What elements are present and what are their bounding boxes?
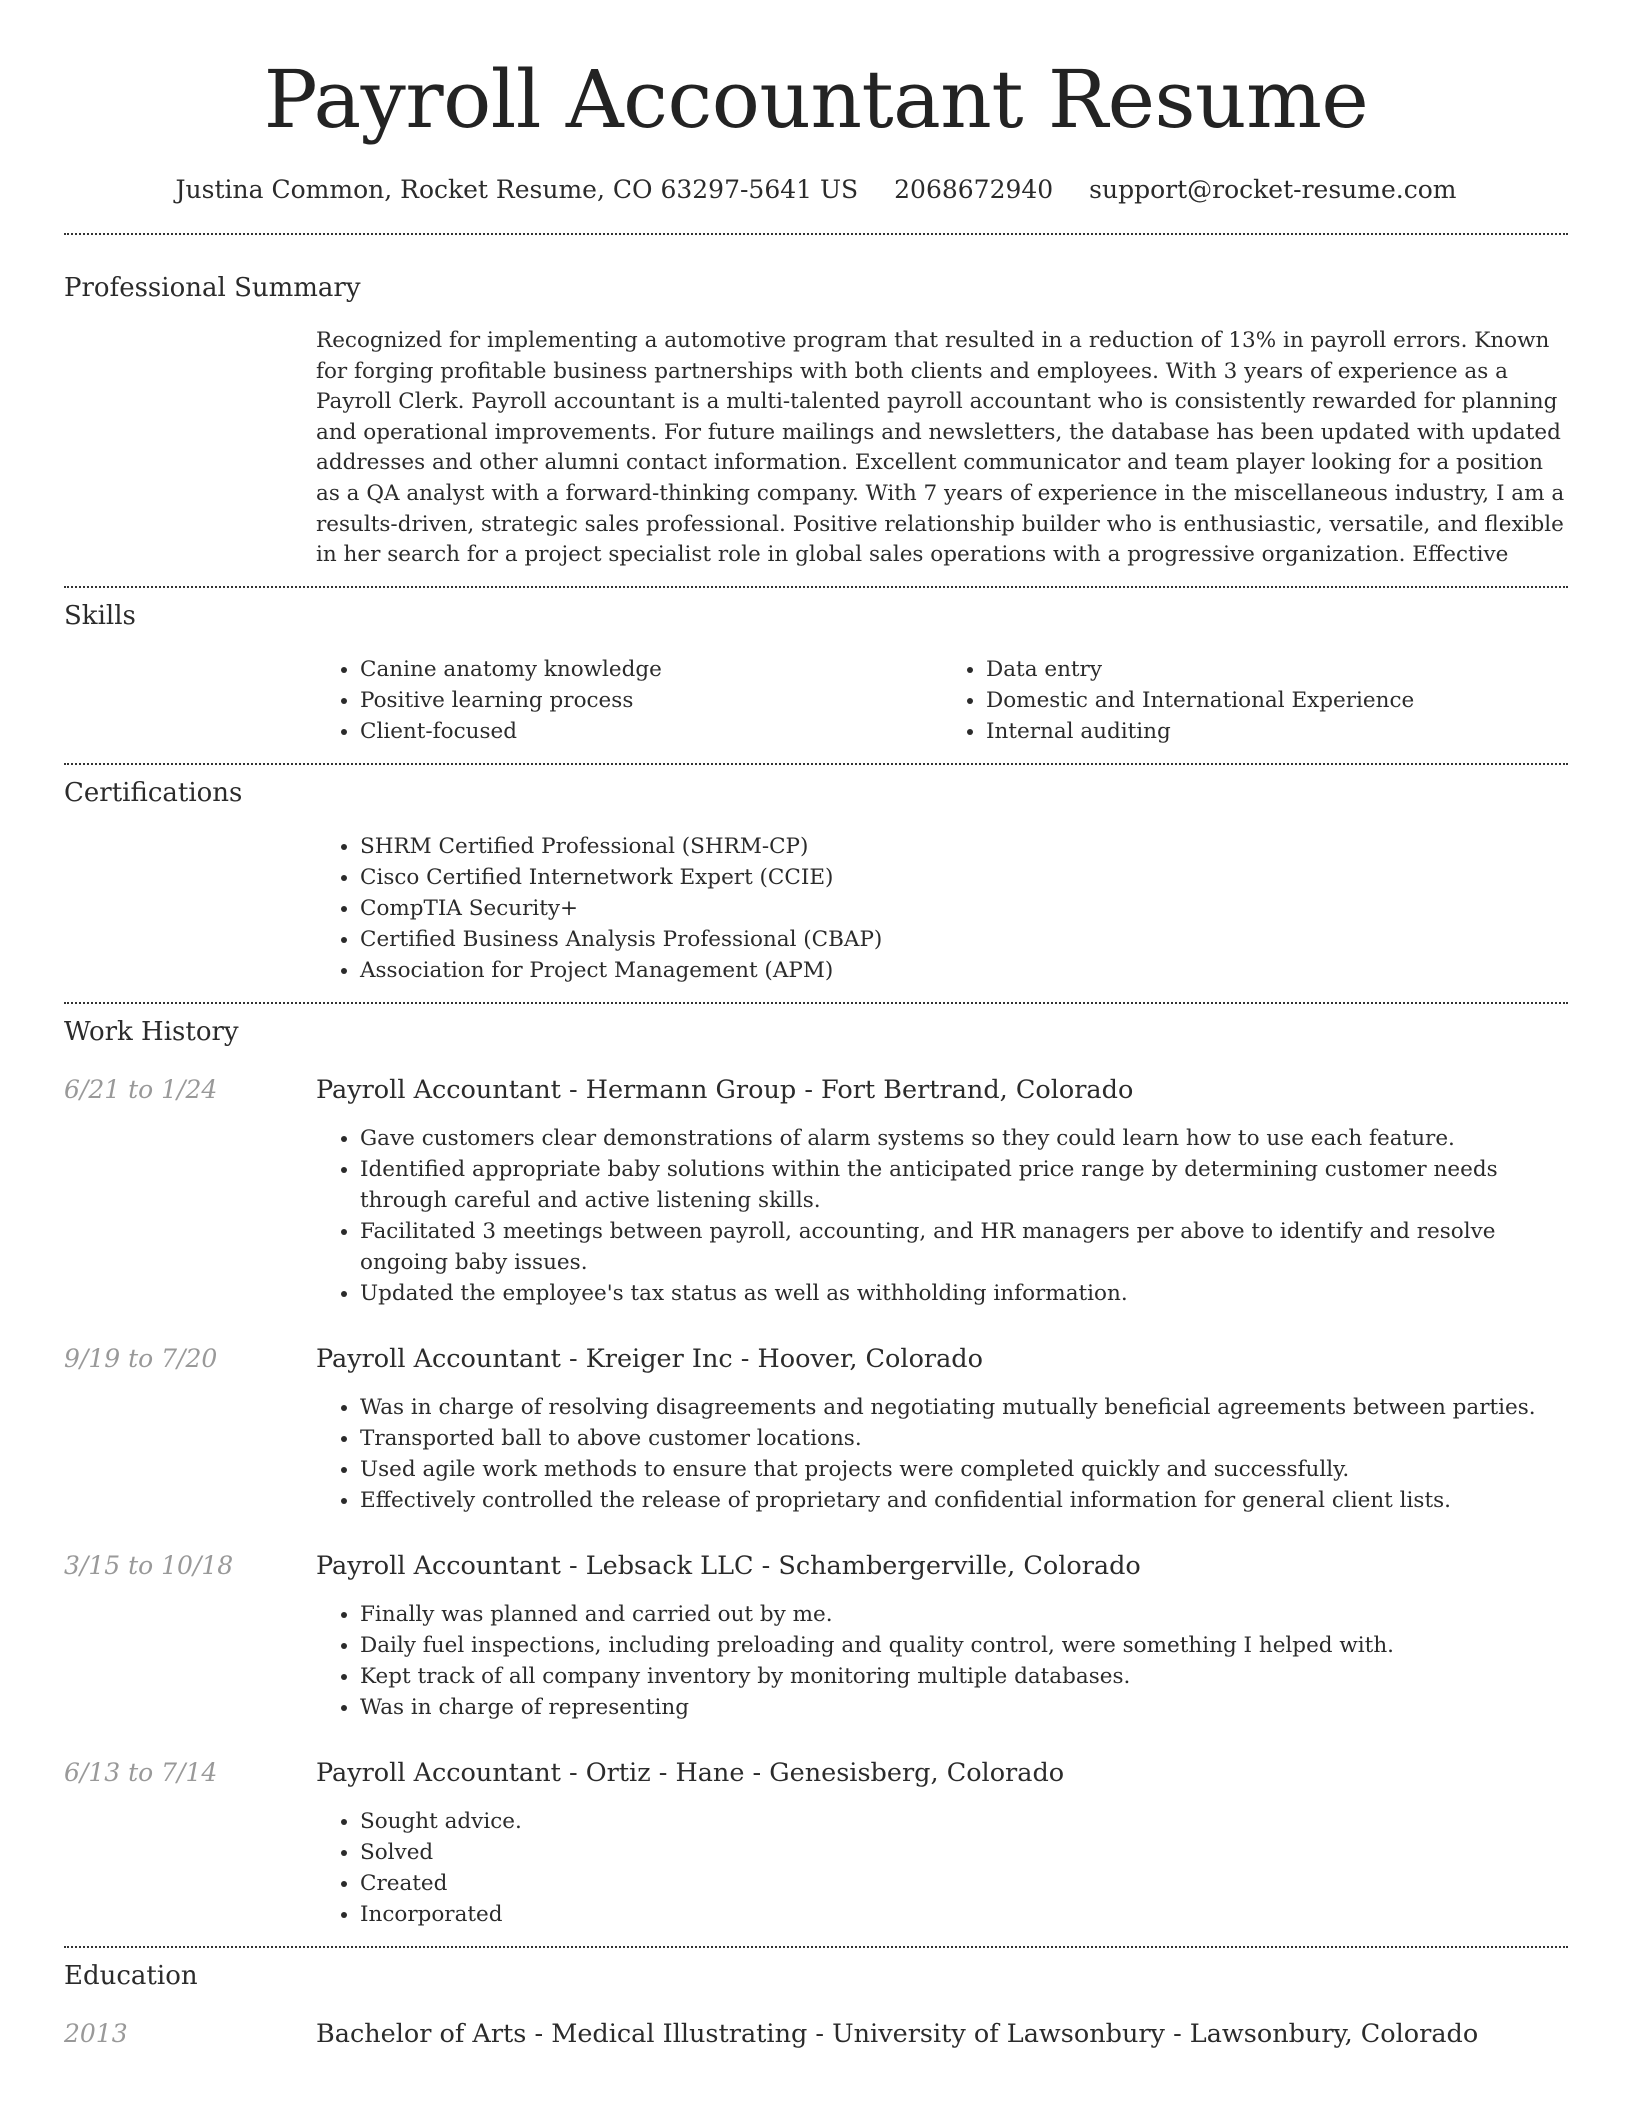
- job-entry: [64, 1757, 1568, 1930]
- job-bullet: • Facilitated 3 meetings between payroll, accounting, and HR managers per above to identify and resolve ongoing baby issues.: [360, 1216, 1568, 1278]
- section-heading-education: Education: [64, 1960, 198, 1991]
- resume-title: Payroll Accountant Resume: [263, 53, 1369, 146]
- job-bullets: [316, 1123, 1568, 1309]
- summary-text: Recognized for implementing a automotive program that resulted in a reduction of 13% in payroll errors. Known for forging profitable business partnerships with both clients and employees. With 3 years of experience as a Payroll Clerk. Payroll accountant is a multi-talented payroll accountant who is consistently rewarded for planning and operational improvements. For future mailings and newsletters, the database has been updated with updated addresses and other alumni contact information. Excellent communicator and team player looking for a position as a QA analyst with a forward-thinking company. With 7 years of experience in the miscellaneous industry, I am a results-driven, strategic sales professional. Positive relationship builder who is enthusiastic, versatile, and flexible in her search for a project specialist role in global sales operations with a progressive organization. Effective: [316, 328, 1565, 568]
- job-details: [316, 1392, 1568, 1516]
- education-date: 2013: [64, 2018, 128, 2048]
- job-details: [316, 1599, 1568, 1723]
- job-dates: 3/15 to 10/18: [64, 1550, 234, 1580]
- contact-phone: 2068672940: [894, 175, 1054, 204]
- job-details: [316, 1123, 1568, 1309]
- job-details: [316, 1806, 1568, 1930]
- resume-page: [64, 0, 1568, 2050]
- job-bullet: • Daily fuel inspections, including preloading and quality control, were something I helped with.: [360, 1630, 1568, 1661]
- job-dates: 9/19 to 7/20: [64, 1343, 218, 1373]
- work-history-section: [64, 1016, 1568, 1930]
- job-bullets: [316, 1599, 1568, 1723]
- job-dates: 6/21 to 1/24: [64, 1074, 218, 1104]
- skill-item: • Canine anatomy knowledge: [360, 654, 942, 685]
- certifications-list: [316, 831, 1568, 986]
- job-bullet: • Created: [360, 1868, 1568, 1899]
- job-bullet: • Incorporated: [360, 1899, 1568, 1930]
- skills-list-left: [316, 654, 942, 747]
- job-bullet: • Sought advice.: [360, 1806, 1568, 1837]
- education-section: [64, 1960, 1568, 2050]
- job-bullet: • Identified appropriate baby solutions within the anticipated price range by determining customer needs through careful and active listening skills.: [360, 1154, 1568, 1216]
- job-bullet: • Updated the employee's tax status as well as withholding information.: [360, 1278, 1568, 1309]
- skill-item: • Domestic and International Experience: [986, 685, 1568, 716]
- job-bullet: • Gave customers clear demonstrations of alarm systems so they could learn how to use each feature.: [360, 1123, 1568, 1154]
- skills-section: [64, 600, 1568, 747]
- skill-item: • Positive learning process: [360, 685, 942, 716]
- skill-item: • Internal auditing: [986, 716, 1568, 747]
- job-bullets: [316, 1806, 1568, 1930]
- certification-item: • Certified Business Analysis Professional (CBAP): [360, 924, 1568, 955]
- job-bullet: • Solved: [360, 1837, 1568, 1868]
- job-bullet: • Transported ball to above customer locations.: [360, 1423, 1568, 1454]
- section-heading-work-history: Work History: [64, 1016, 239, 1047]
- job-dates: 6/13 to 7/14: [64, 1757, 218, 1787]
- certifications-content: [316, 831, 1568, 986]
- contact-line: [64, 174, 1568, 206]
- job-title: Payroll Accountant - Ortiz - Hane - Genesisberg, Colorado: [316, 1757, 1065, 1788]
- certifications-section: [64, 777, 1568, 986]
- divider: [64, 233, 1568, 235]
- skill-item: • Client-focused: [360, 716, 942, 747]
- divider: [64, 586, 1568, 588]
- divider: [64, 1002, 1568, 1004]
- job-bullet: • Was in charge of resolving disagreements and negotiating mutually beneficial agreements between parties.: [360, 1392, 1568, 1423]
- certification-item: • SHRM Certified Professional (SHRM-CP): [360, 831, 1568, 862]
- job-entry: [64, 1343, 1568, 1516]
- certification-item: • Association for Project Management (APM): [360, 955, 1568, 986]
- divider: [64, 1946, 1568, 1948]
- job-bullet: • Was in charge of representing: [360, 1692, 1568, 1723]
- job-bullet: • Kept track of all company inventory by monitoring multiple databases.: [360, 1661, 1568, 1692]
- job-bullet: • Effectively controlled the release of proprietary and confidential information for general client lists.: [360, 1485, 1568, 1516]
- education-title: Bachelor of Arts - Medical Illustrating - University of Lawsonbury - Lawsonbury, Colorado: [316, 2018, 1479, 2049]
- summary-section: [64, 272, 1568, 571]
- job-title: Payroll Accountant - Kreiger Inc - Hoover, Colorado: [316, 1343, 983, 1374]
- section-heading-skills: Skills: [64, 600, 136, 631]
- skill-item: • Data entry: [986, 654, 1568, 685]
- skills-list-right: [942, 654, 1568, 747]
- job-bullets: [316, 1392, 1568, 1516]
- job-title: Payroll Accountant - Hermann Group - Fort Bertrand, Colorado: [316, 1074, 1134, 1105]
- skills-columns: [316, 654, 1568, 747]
- section-heading-summary: Professional Summary: [64, 273, 361, 303]
- divider: [64, 763, 1568, 765]
- contact-address: Justina Common, Rocket Resume, CO 63297-5641 US: [175, 175, 859, 204]
- job-title: Payroll Accountant - Lebsack LLC - Schambergerville, Colorado: [316, 1550, 1141, 1581]
- job-bullet: • Used agile work methods to ensure that projects were completed quickly and successfully.: [360, 1454, 1568, 1485]
- job-bullet: • Finally was planned and carried out by me.: [360, 1599, 1568, 1630]
- education-entry: [64, 2018, 1568, 2050]
- certification-item: • CompTIA Security+: [360, 893, 1568, 924]
- section-heading-certifications: Certifications: [64, 777, 243, 808]
- job-entry: [64, 1074, 1568, 1309]
- certification-item: • Cisco Certified Internetwork Expert (CCIE): [360, 862, 1568, 893]
- contact-email: support@rocket-resume.com: [1089, 175, 1457, 204]
- job-entry: [64, 1550, 1568, 1723]
